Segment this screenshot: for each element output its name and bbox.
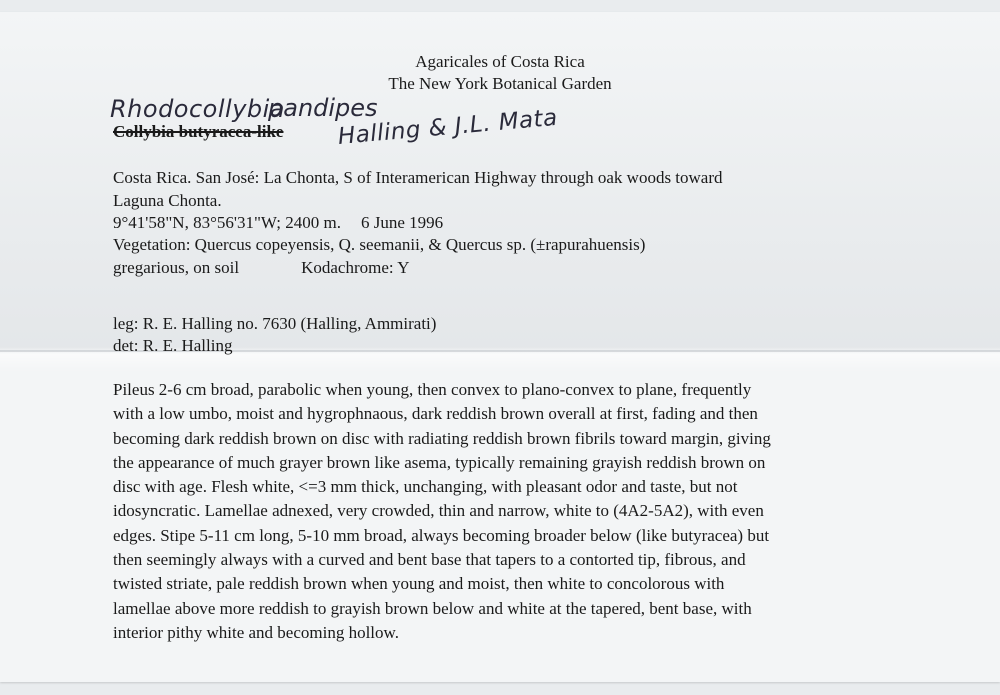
locality-line-2: Laguna Chonta. (113, 190, 222, 210)
collector-det: det: R. E. Halling (113, 336, 233, 355)
locality-line-1: Costa Rica. San José: La Chonta, S of Interamerican Highway through oak woods toward (113, 168, 723, 187)
collection-date: 6 June 1996 (361, 213, 444, 232)
description-line: with a low umbo, moist and hygrophnaous, dark reddish brown overall at first, fading and then (113, 404, 758, 424)
kodachrome: Kodachrome: Y (301, 258, 410, 277)
description-line: disc with age. Flesh white, <=3 mm thick, unchanging, with pleasant odor and taste, but not (113, 477, 738, 497)
description-line: idosyncratic. Lamellae adnexed, very crowded, thin and narrow, white to (4A2-5A2), with even (113, 501, 764, 521)
handwritten-species: pandipes (268, 94, 378, 122)
specimen-label-sheet (0, 12, 1000, 682)
habit: gregarious, on soil (113, 258, 240, 277)
header-institution: The New York Botanical Garden (388, 74, 612, 93)
coordinates-line (113, 212, 443, 235)
locality-text (113, 167, 723, 212)
vegetation-line: Vegetation: Quercus copeyensis, Q. seemanii, & Quercus sp. (±rapurahuensis) (113, 235, 646, 254)
header-collection-title: Agaricales of Costa Rica (415, 52, 585, 71)
description-line: edges. Stipe 5-11 cm long, 5-10 mm broad, always becoming broader below (like butyracea) but (113, 525, 770, 545)
habit-line (113, 257, 410, 280)
description-line: becoming dark reddish brown on disc with radiating reddish brown fibrils toward margin, giving (113, 428, 771, 448)
struck-original-name: Collybia butyracea-like (113, 122, 284, 141)
handwritten-author: Halling & J.L. Mata (336, 104, 559, 150)
description-line: Pileus 2-6 cm broad, parabolic when young, then convex to plano-convex to plane, frequently (113, 380, 752, 399)
collector-leg: leg: R. E. Halling no. 7630 (Halling, Ammirati) (113, 314, 437, 333)
description-line: lamellae above more reddish to grayish brown below and white at the tapered, bent base, with (113, 598, 752, 618)
coordinates: 9°41'58"N, 83°56'31"W; 2400 m. (113, 213, 341, 232)
description-paragraph (113, 378, 903, 645)
description-line: the appearance of much grayer brown like asema, typically remaining grayish reddish brown on (113, 452, 766, 472)
handwritten-genus: Rhodocollybia (110, 95, 286, 123)
description-line: then seemingly always with a curved and bent base that tapers to a contorted tip, fibrous, and (113, 550, 746, 570)
description-line: twisted striate, pale reddish brown when young and moist, then white to concolorous with (113, 574, 725, 594)
description-line: interior pithy white and becoming hollow. (113, 622, 399, 642)
